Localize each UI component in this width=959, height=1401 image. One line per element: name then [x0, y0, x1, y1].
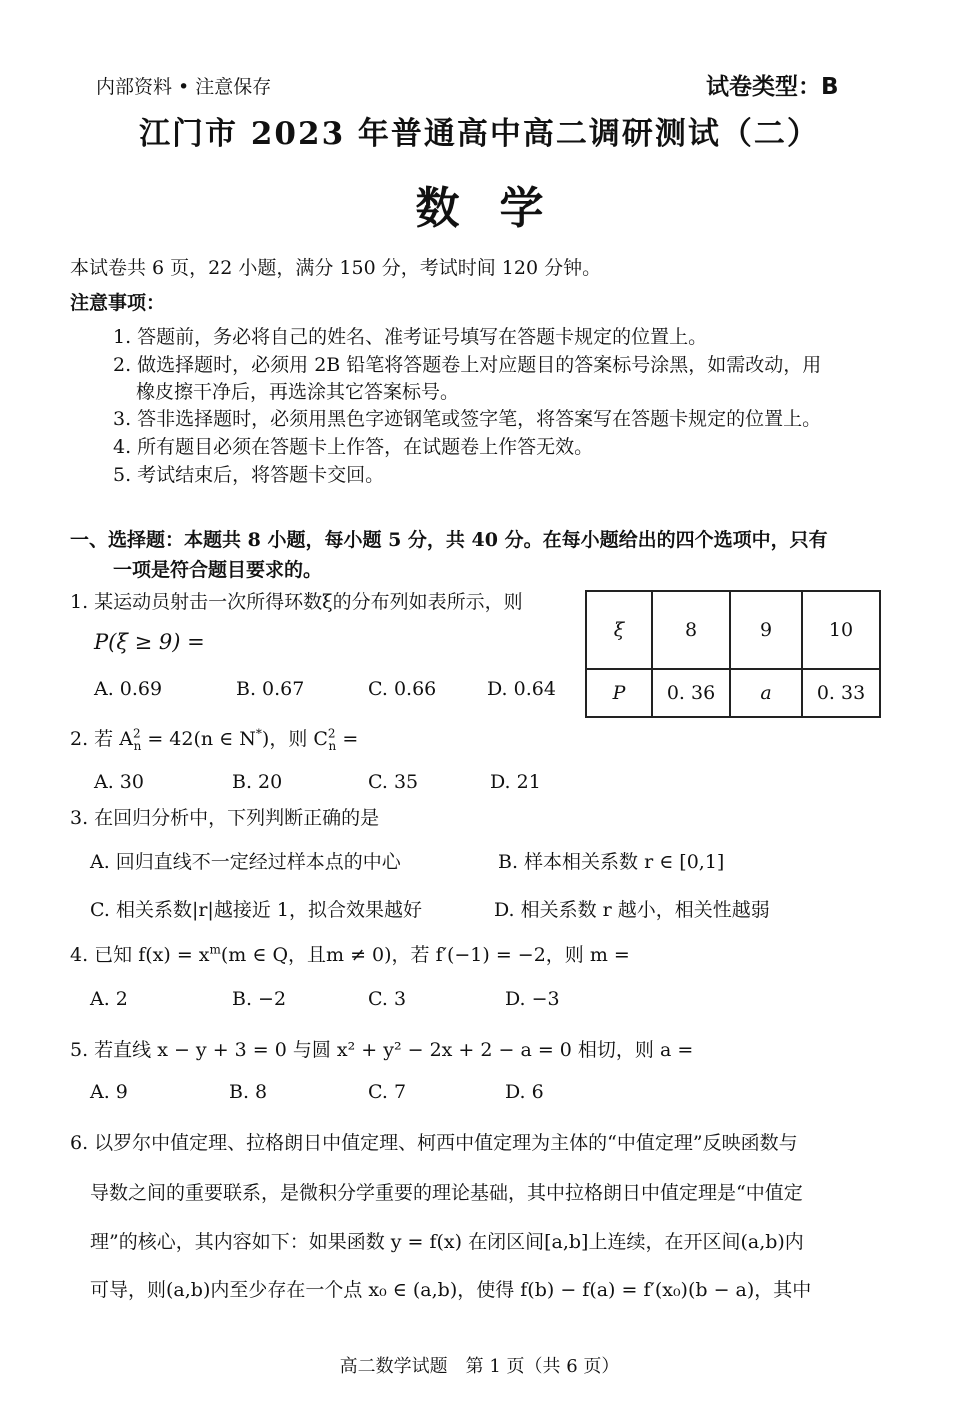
page-footer: 高二数学试题 第 1 页（共 6 页）	[339, 1356, 620, 1377]
section-heading-cont: 一项是符合题目要求的。	[113, 559, 323, 581]
q6-line: 6. 以罗尔中值定理、拉格朗日中值定理、柯西中值定理为主体的“中值定理”反映函数与	[70, 1132, 798, 1154]
q3-stem: 3. 在回归分析中，下列判断正确的是	[70, 807, 380, 829]
q2-option-b: B. 20	[232, 771, 283, 793]
q2-stem-part: 2. 若 A	[70, 728, 133, 750]
q4-stem-part: 4. 已知 f(x) = x	[70, 944, 210, 966]
notes-heading: 注意事项：	[70, 292, 166, 314]
q4-stem-part: (m ∈ Q，且m ≠ 0)，若 f′(−1) = −2，则 m =	[220, 944, 630, 966]
q5-option-a: A. 9	[90, 1081, 128, 1103]
q6-line: 理”的核心，其内容如下：如果函数 y = f(x) 在闭区间[a,b]上连续，在开区间(a,b)内	[90, 1231, 804, 1253]
note-item: 4. 所有题目必须在答题卡上作答，在试题卷上作答无效。	[113, 436, 594, 458]
intro-text: 本试卷共 6 页，22 小题，满分 150 分，考试时间 120 分钟。	[70, 257, 602, 279]
q3-option-a: A. 回归直线不一定经过样本点的中心	[90, 851, 401, 873]
q5-option-d: D. 6	[505, 1081, 544, 1103]
q2-stem-part: = 42(n ∈ N	[141, 728, 256, 750]
q3-option-b: B. 样本相关系数 r ∈ [0,1]	[498, 851, 725, 873]
q1-option-b: B. 0.67	[236, 678, 305, 700]
table-cell: 8	[652, 591, 730, 669]
confidential-note: 内部资料 • 注意保存	[96, 76, 272, 98]
table-header-p: P	[586, 669, 652, 717]
note-item: 橡皮擦干净后，再选涂其它答案标号。	[136, 381, 460, 403]
note-item: 5. 考试结束后，将答题卡交回。	[113, 464, 385, 486]
q6-line: 导数之间的重要联系，是微积分学重要的理论基础，其中拉格朗日中值定理是“中值定	[90, 1182, 803, 1204]
q2-stem	[70, 724, 358, 753]
note-item: 1. 答题前，务必将自己的姓名、准考证号填写在答题卡规定的位置上。	[113, 326, 708, 348]
q4-stem	[70, 940, 630, 967]
table-cell: 0. 33	[802, 669, 880, 717]
distribution-table	[585, 590, 881, 718]
table-cell: 10	[802, 591, 880, 669]
note-item: 3. 答非选择题时，必须用黑色字迹钢笔或签字笔，将答案写在答题卡规定的位置上。	[113, 408, 822, 430]
q1-option-a: A. 0.69	[94, 678, 163, 700]
q4-option-a: A. 2	[90, 988, 128, 1010]
q3-option-c: C. 相关系数|r|越接近 1，拟合效果越好	[90, 899, 422, 921]
table-cell: 0. 36	[652, 669, 730, 717]
table-cell: a	[730, 669, 802, 717]
q5-stem: 5. 若直线 x − y + 3 = 0 与圆 x² + y² − 2x + 2 − a = 0 相切，则 a =	[70, 1039, 694, 1061]
exam-title: 江门市 2023 年普通高中高二调研测试（二）	[139, 116, 820, 152]
q1-expression: P(ξ ≥ 9) =	[94, 630, 205, 654]
q1-option-c: C. 0.66	[368, 678, 437, 700]
q2-sub: n	[328, 738, 337, 753]
q2-stem-part: )，则 C	[261, 728, 328, 750]
paper-type: 试卷类型：B	[706, 74, 839, 100]
q2-star: *	[255, 726, 262, 741]
q4-option-c: C. 3	[368, 988, 407, 1010]
subject-title: 数学	[415, 183, 584, 234]
table-header-xi: ξ	[586, 591, 652, 669]
q5-option-c: C. 7	[368, 1081, 407, 1103]
q5-option-b: B. 8	[229, 1081, 268, 1103]
q2-sup: 2	[327, 726, 336, 741]
q1-stem: 1. 某运动员射击一次所得环数ξ的分布列如表所示，则	[70, 591, 523, 613]
table-cell: 9	[730, 591, 802, 669]
q4-option-d: D. −3	[505, 988, 560, 1010]
q1-option-d: D. 0.64	[487, 678, 556, 700]
q2-sup: 2	[132, 726, 141, 741]
q3-option-d: D. 相关系数 r 越小，相关性越弱	[494, 899, 770, 921]
q2-option-d: D. 21	[490, 771, 541, 793]
q6-line: 可导，则(a,b)内至少存在一个点 x₀ ∈ (a,b)，使得 f(b) − f(a) = f′(x₀)(b − a)，其中	[90, 1279, 812, 1301]
section-heading: 一、选择题：本题共 8 小题，每小题 5 分，共 40 分。在每小题给出的四个选项中，只有	[70, 529, 828, 551]
note-item: 2. 做选择题时，必须用 2B 铅笔将答题卷上对应题目的答案标号涂黑，如需改动，用	[113, 354, 822, 376]
q4-option-b: B. −2	[232, 988, 287, 1010]
q2-option-c: C. 35	[368, 771, 419, 793]
q4-sup: m	[209, 942, 221, 957]
q2-stem-part: =	[336, 728, 359, 750]
q2-sub: n	[133, 738, 142, 753]
q2-option-a: A. 30	[94, 771, 144, 793]
